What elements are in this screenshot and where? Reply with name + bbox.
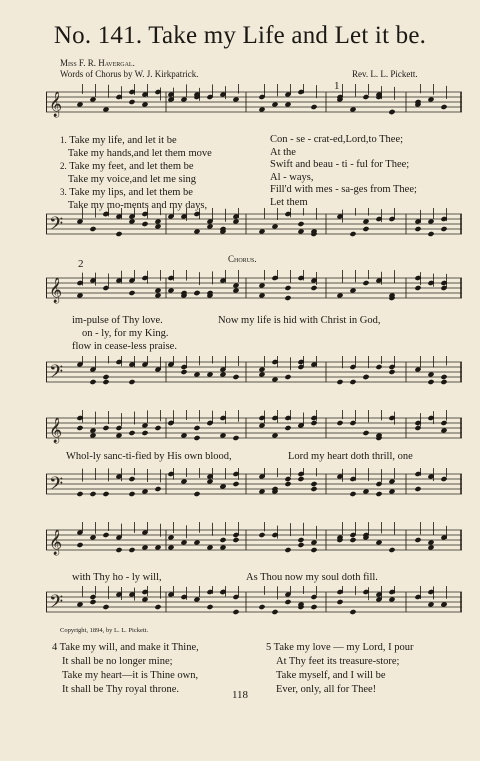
note-head [128, 99, 135, 105]
hymn-title-line [0, 22, 480, 50]
note-head [284, 295, 291, 301]
note-head [440, 226, 447, 232]
clef-icon: 𝄢 [49, 592, 64, 617]
note-head [336, 599, 343, 605]
verse-row: Take my mo-ments and my days, [67, 199, 208, 211]
chorus-lyric-line-1b: Now my life is hid with Christ in God, [218, 315, 381, 326]
note-head [128, 290, 135, 296]
note-head [362, 374, 369, 380]
verse-row: 1. Take my life, and let it be [60, 135, 177, 146]
stanza-line: Ever, only, all for Thee! [276, 684, 377, 695]
note-head [310, 285, 317, 291]
note-head [349, 379, 356, 385]
note-head [414, 285, 421, 291]
note-head [414, 486, 421, 492]
note-head [284, 425, 291, 431]
staff-system-3-bass [46, 468, 462, 508]
clef-icon: 𝄞 [49, 530, 63, 555]
note-head [427, 231, 434, 237]
bass-staff [46, 586, 462, 626]
note-head [284, 476, 291, 482]
chorus-lyric-line-3: flow in cease-less praise. [72, 341, 177, 352]
note-head [297, 542, 304, 548]
note-head [76, 425, 83, 431]
note-head [284, 374, 291, 380]
stanza-line: Take my heart—it is Thine own, [62, 670, 199, 681]
note-head [219, 537, 226, 543]
author-credit: Miss F. R. Havergal. [60, 58, 135, 68]
note-head [440, 374, 447, 380]
note-head [310, 104, 317, 110]
note-head [375, 491, 382, 497]
note-head [414, 537, 421, 543]
note-head [362, 226, 369, 232]
note-head [206, 604, 213, 610]
note-head [141, 430, 148, 436]
copyright-notice: Copyright, 1894, by L. L. Pickett. [60, 627, 149, 634]
note-head [362, 430, 369, 436]
verse-number: 2. [60, 161, 67, 171]
verse-row: 2. Take my feet, and let them be [60, 161, 194, 172]
chorus-words-credit: Words of Chorus by W. J. Kirkpatrick. [60, 69, 199, 79]
note-head [284, 481, 291, 487]
staff-system-1-bass [46, 208, 462, 248]
stanza-line: It shall be no longer mine; [62, 656, 173, 667]
note-head [154, 486, 161, 492]
note-head [427, 379, 434, 385]
staff-system-3 [46, 410, 462, 454]
note-head [154, 425, 161, 431]
verse-row: Take my voice,and let me sing [67, 173, 197, 185]
staff-system-4 [46, 522, 462, 566]
note-head [76, 491, 83, 497]
note-head [375, 364, 382, 370]
bass-staff [46, 208, 462, 248]
note-head [388, 109, 395, 115]
note-head [180, 369, 187, 375]
clef-icon: 𝄢 [49, 474, 64, 499]
note-head [362, 280, 369, 286]
page-number: 118 [231, 689, 249, 701]
stanza-line: 4 Take my will, and make it Thine, [52, 642, 199, 653]
staff-system-1 [46, 84, 462, 130]
staff-system-2-bass [46, 356, 462, 396]
note-head [232, 435, 239, 441]
note-head [128, 430, 135, 436]
second-ending-marker: 2 [78, 258, 84, 270]
note-head [297, 476, 304, 482]
note-head [440, 420, 447, 426]
note-head [102, 425, 109, 431]
note-head [89, 594, 96, 600]
chorus-lyric-2: As Thou now my soul doth fill. [246, 572, 378, 583]
note-head [115, 231, 122, 237]
note-head [89, 379, 96, 385]
note-head [349, 491, 356, 497]
verse-number: 3. [60, 187, 67, 197]
note-head [297, 537, 304, 543]
chorus-label: Chorus. [228, 254, 257, 264]
note-head [310, 604, 317, 610]
note-head [284, 599, 291, 605]
note-head [232, 481, 239, 487]
note-head [89, 599, 96, 605]
verse-number: 1. [60, 135, 67, 145]
clef-icon: 𝄞 [49, 418, 63, 443]
treble-staff [46, 410, 462, 454]
note-head [349, 231, 356, 237]
note-head [388, 547, 395, 553]
note-head [128, 491, 135, 497]
bass-staff [46, 356, 462, 396]
hymn-number: No. 141. [53, 22, 143, 49]
note-head [232, 609, 239, 615]
clef-icon: 𝄢 [49, 362, 64, 387]
clef-icon: 𝄞 [49, 92, 63, 117]
note-head [388, 369, 395, 375]
note-head [141, 221, 148, 227]
note-head [232, 537, 239, 543]
note-head [258, 604, 265, 610]
staff-system-2 [46, 270, 462, 314]
verse-row: Take my hands,and let them move [67, 147, 212, 159]
note-head [440, 379, 447, 385]
note-head [336, 420, 343, 426]
note-head [193, 425, 200, 431]
bass-staff [46, 468, 462, 508]
chorus-lyric-line-2: on - ly, for my King. [82, 328, 169, 339]
note-head [102, 379, 109, 385]
stanza-line: It shall be Thy royal throne. [62, 684, 180, 695]
note-head [271, 609, 278, 615]
note-head [76, 542, 83, 548]
note-head [128, 379, 135, 385]
note-head [154, 604, 161, 610]
note-head [284, 285, 291, 291]
treble-staff [46, 270, 462, 314]
treble-staff [46, 522, 462, 566]
note-head [258, 532, 265, 538]
stanza-line: At Thy feet its treasure-store; [276, 656, 400, 667]
staff-system-4-bass [46, 586, 462, 626]
hymn-title: Take my Life and Let it be. [148, 22, 427, 49]
note-head [128, 547, 135, 553]
clef-icon: 𝄞 [49, 278, 63, 303]
note-head [102, 604, 109, 610]
note-head [115, 547, 122, 553]
verse-lyrics-left [60, 134, 212, 212]
note-head [284, 547, 291, 553]
note-head [414, 226, 421, 232]
note-head [336, 379, 343, 385]
chorus-lyric-line-1a: im-pulse of Thy love. [72, 315, 163, 326]
treble-staff [46, 84, 462, 130]
verse-lyrics-right: Con - se - crat-ed,Lord,to Thee; At the Swift and beau - ti - ful for Thee; Al - ways, Fill'd with mes - sa-ges from Thee; Let them [270, 134, 417, 208]
stanza-line: Take myself, and I will be [276, 670, 386, 681]
note-head [440, 104, 447, 110]
composer-credit: Rev. L. L. Pickett. [352, 69, 418, 79]
stanza-line: 5 Take my love — my Lord, I pour [266, 642, 414, 653]
note-head [193, 290, 200, 296]
note-head [232, 374, 239, 380]
chorus-lyric: with Thy ho - ly will, [72, 572, 162, 583]
note-head [128, 476, 135, 482]
note-head [89, 491, 96, 497]
note-head [102, 532, 109, 538]
note-head [102, 491, 109, 497]
note-head [297, 221, 304, 227]
note-head [102, 374, 109, 380]
chorus-lyric: Whol-ly sanc-ti-fied by His own blood, [66, 451, 232, 462]
note-head [193, 435, 200, 441]
note-head [89, 226, 96, 232]
chorus-lyric-2: Lord my heart doth thrill, one [288, 451, 413, 462]
note-head [349, 609, 356, 615]
first-ending-marker: 1 [334, 80, 340, 92]
verse-row: 3. Take my lips, and let them be [60, 187, 193, 198]
note-head [310, 486, 317, 492]
note-head [310, 547, 317, 553]
note-head [193, 491, 200, 497]
clef-icon: 𝄢 [49, 214, 64, 239]
note-head [310, 481, 317, 487]
note-head [349, 537, 356, 543]
